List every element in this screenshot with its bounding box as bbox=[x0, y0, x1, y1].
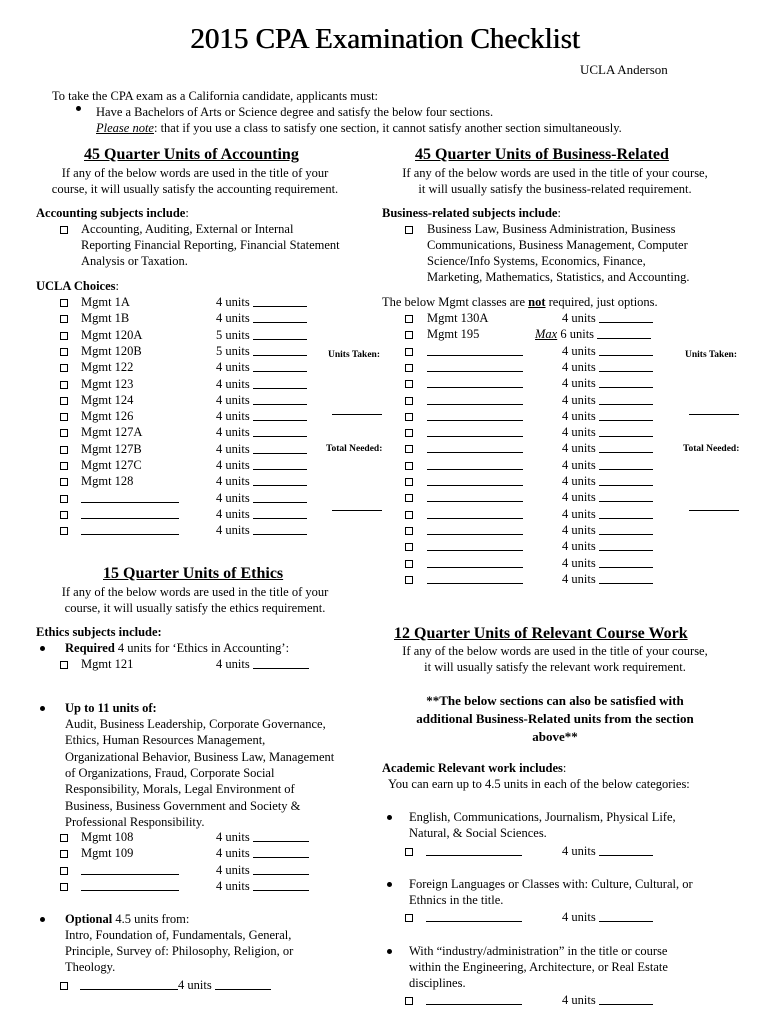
cat3-line-1: With “industry/administration” in the title or course bbox=[409, 944, 668, 958]
accounting-desc-1: If any of the below words are used in the title of your bbox=[61, 166, 329, 180]
checkbox-icon[interactable] bbox=[405, 478, 413, 486]
units-blank[interactable] bbox=[599, 360, 653, 372]
course-blank[interactable] bbox=[426, 844, 522, 856]
business-subject-4: Marketing, Mathematics, Statistics, and Accounting. bbox=[427, 270, 690, 284]
units-blank[interactable] bbox=[599, 572, 653, 584]
course-blank[interactable] bbox=[427, 458, 523, 470]
course-blank[interactable] bbox=[427, 539, 523, 551]
units-blank[interactable] bbox=[599, 311, 653, 323]
cat3-line-3: disciplines. bbox=[409, 976, 466, 990]
course-blank[interactable] bbox=[427, 425, 523, 437]
checkbox-icon[interactable] bbox=[405, 348, 413, 356]
course-blank[interactable] bbox=[427, 441, 523, 453]
business-course-row bbox=[0, 457, 770, 473]
ethics-desc-1: If any of the below words are used in the title of your bbox=[61, 585, 329, 599]
checkbox-icon[interactable] bbox=[60, 299, 68, 307]
course-blank[interactable] bbox=[427, 393, 523, 405]
page-title: 2015 CPA Examination Checklist bbox=[190, 23, 580, 55]
course-units: 4 units bbox=[562, 392, 653, 408]
course-name bbox=[427, 506, 523, 522]
checkbox-icon[interactable] bbox=[60, 883, 68, 891]
course-blank-wrap bbox=[426, 843, 522, 859]
ethics-optional-line-3: Theology. bbox=[65, 960, 116, 974]
mgmt-note: The below Mgmt classes are not required, just options. bbox=[382, 295, 658, 309]
course-name: Mgmt 122 bbox=[81, 360, 134, 375]
business-subject-2: Communications, Business Management, Computer bbox=[427, 238, 688, 252]
business-subject-1: Business Law, Business Administration, Business bbox=[427, 222, 676, 236]
accounting-subject-3: Analysis or Taxation. bbox=[81, 254, 188, 268]
academic-label: Academic Relevant work includes: bbox=[382, 761, 567, 775]
course-blank[interactable] bbox=[427, 360, 523, 372]
business-course-row bbox=[0, 440, 770, 456]
cat3-row bbox=[0, 992, 770, 1008]
business-subject-3: Science/Info Systems, Economics, Finance, bbox=[427, 254, 646, 268]
course-blank[interactable] bbox=[427, 474, 523, 486]
course-blank[interactable] bbox=[427, 376, 523, 388]
checkbox-icon[interactable] bbox=[405, 997, 413, 1005]
course-name: Mgmt 120B bbox=[81, 343, 142, 358]
course-units: 4 units bbox=[562, 408, 653, 424]
checkbox-icon[interactable] bbox=[405, 560, 413, 568]
checkbox-icon[interactable] bbox=[405, 445, 413, 453]
accounting-total-needed: Total Needed: bbox=[326, 444, 383, 454]
units-blank[interactable] bbox=[599, 393, 653, 405]
checkbox-icon[interactable] bbox=[405, 511, 413, 519]
units-blank[interactable] bbox=[599, 409, 653, 421]
course-blank[interactable] bbox=[427, 572, 523, 584]
course-name: Mgmt 1A bbox=[81, 295, 130, 309]
course-name bbox=[427, 343, 523, 359]
ethics-heading: 15 Quarter Units of Ethics bbox=[103, 565, 284, 582]
bullet-icon bbox=[387, 949, 392, 954]
course-name bbox=[427, 473, 523, 489]
relevant-note-3: above** bbox=[532, 729, 578, 744]
intro-note bbox=[96, 120, 622, 136]
course-units: 4 units bbox=[216, 424, 307, 440]
accounting-units-taken: Units Taken: bbox=[328, 350, 381, 360]
ethics-course-row bbox=[0, 862, 340, 878]
cat1-row bbox=[0, 843, 770, 859]
course-name: Mgmt 126 bbox=[81, 409, 134, 424]
cat3-line-2: within the Engineering, Architecture, or Real Estate bbox=[409, 960, 668, 974]
ethics-required: Required 4 units for ‘Ethics in Accounting’: bbox=[65, 641, 290, 655]
course-units: 4 units bbox=[216, 457, 307, 473]
business-units-taken: Units Taken: bbox=[685, 350, 738, 360]
units-blank[interactable] bbox=[253, 657, 309, 669]
business-course-row bbox=[0, 424, 770, 440]
max-label: Max bbox=[535, 327, 558, 342]
course-units: 4 units bbox=[562, 992, 653, 1008]
checkbox-icon[interactable] bbox=[405, 527, 413, 535]
course-units: 4 units bbox=[562, 909, 653, 925]
course-units: 4 units bbox=[216, 392, 307, 408]
ethics-upto-line: Ethics, Human Resources Management, bbox=[65, 733, 266, 748]
ethics-desc-2: course, it will usually satisfy the ethics requirement. bbox=[64, 601, 326, 615]
units-blank[interactable] bbox=[599, 539, 653, 551]
course-name bbox=[81, 878, 179, 894]
ethics-upto-line: of Organizations, Fraud, Corporate Social bbox=[65, 765, 275, 780]
course-units: 4 units bbox=[216, 473, 307, 489]
cat1-line-1: English, Communications, Journalism, Physical Life, bbox=[409, 810, 676, 824]
cat2-line-2: Ethnics in the title. bbox=[409, 893, 504, 907]
academic-desc: You can earn up to 4.5 units in each of the below categories: bbox=[388, 777, 690, 791]
course-name bbox=[427, 571, 523, 587]
checkbox-icon[interactable] bbox=[405, 380, 413, 388]
business-total-needed: Total Needed: bbox=[683, 444, 740, 454]
course-name bbox=[427, 424, 523, 440]
cat2-line-1: Foreign Languages or Classes with: Culture, Cultural, or bbox=[409, 877, 693, 891]
course-name: Mgmt 127C bbox=[81, 458, 142, 472]
units-blank[interactable] bbox=[599, 441, 653, 453]
course-name bbox=[81, 862, 179, 878]
course-blank[interactable] bbox=[81, 879, 179, 891]
ethics-subjects-label: Ethics subjects include: bbox=[36, 625, 162, 639]
checkbox-icon[interactable] bbox=[405, 315, 413, 323]
course-blank[interactable] bbox=[427, 507, 523, 519]
business-desc-1: If any of the below words are used in the title of your course, bbox=[402, 166, 708, 180]
course-units: 4 units bbox=[562, 310, 653, 326]
ucla-choices-label: UCLA Choices: bbox=[36, 279, 120, 293]
relevant-desc-1: If any of the below words are used in the title of your course, bbox=[402, 644, 708, 658]
course-units: 4 units bbox=[216, 829, 309, 845]
course-units: 4 units bbox=[216, 441, 307, 457]
business-desc-2: it will usually satisfy the business-related requirement. bbox=[418, 182, 692, 196]
units-blank[interactable] bbox=[253, 830, 309, 842]
course-name: Mgmt 128 bbox=[81, 474, 134, 489]
note-label: Please note bbox=[96, 121, 154, 135]
ethics-course-row bbox=[0, 878, 340, 894]
units-blank[interactable] bbox=[599, 556, 653, 568]
ethics-upto-line: Business, Business Government and Society & bbox=[65, 798, 301, 813]
checkbox-icon[interactable] bbox=[405, 576, 413, 584]
course-name bbox=[427, 392, 523, 408]
course-blank[interactable] bbox=[427, 344, 523, 356]
ethics-upto-label: Up to 11 units of: bbox=[65, 701, 157, 715]
accounting-desc-2: course, it will usually satisfy the accounting requirement. bbox=[51, 182, 339, 196]
accounting-heading: 45 Quarter Units of Accounting bbox=[84, 146, 299, 163]
course-units: 4 units bbox=[216, 310, 307, 326]
course-units: 4 units bbox=[216, 522, 307, 538]
ethics-optional-line-2: Principle, Survey of: Philosophy, Religion, or bbox=[65, 944, 294, 958]
course-units: 4 units bbox=[216, 490, 307, 506]
course-units: 4 units bbox=[562, 359, 653, 375]
subtitle: UCLA Anderson bbox=[580, 62, 668, 77]
checkbox-icon[interactable] bbox=[405, 429, 413, 437]
course-name bbox=[427, 489, 523, 505]
course-name bbox=[427, 440, 523, 456]
checkbox-icon[interactable] bbox=[405, 331, 413, 339]
ethics-upto-line: Audit, Business Leadership, Corporate Governance, bbox=[65, 717, 326, 731]
course-units: 4 units bbox=[216, 656, 309, 672]
units-blank[interactable] bbox=[599, 507, 653, 519]
accounting-subject-2: Reporting Financial Reporting, Financial Statement bbox=[81, 238, 340, 252]
course-units: 4 units bbox=[216, 376, 307, 392]
checkbox-icon[interactable] bbox=[60, 661, 68, 669]
relevant-note-1: **The below sections can also be satisfied with bbox=[426, 693, 684, 708]
intro-line: To take the CPA exam as a California candidate, applicants must: bbox=[52, 89, 379, 103]
course-name: Mgmt 127B bbox=[81, 441, 142, 456]
units-blank[interactable] bbox=[599, 376, 653, 388]
relevant-note-2: additional Business-Related units from the section bbox=[416, 711, 694, 726]
course-units: 4 units bbox=[562, 457, 653, 473]
course-name bbox=[427, 457, 523, 473]
business-course-row bbox=[0, 506, 770, 522]
course-name: Mgmt 120A bbox=[81, 327, 143, 342]
bullet-icon bbox=[40, 706, 45, 711]
business-course-row bbox=[0, 489, 770, 505]
business-course-row bbox=[0, 392, 770, 408]
units-taken-blank[interactable] bbox=[689, 414, 739, 415]
bullet-icon bbox=[387, 815, 392, 820]
course-name bbox=[427, 408, 523, 424]
business-course-row bbox=[0, 522, 770, 538]
course-units: 4 units bbox=[562, 473, 653, 489]
course-blank-wrap bbox=[426, 909, 522, 925]
course-name: Mgmt 121 bbox=[81, 657, 134, 671]
relevant-desc-2: it will usually satisfy the relevant work requirement. bbox=[424, 660, 686, 674]
business-course-row bbox=[0, 310, 770, 326]
note-text: : that if you use a class to satisfy one section, it cannot satisfy another section simultaneously. bbox=[153, 121, 622, 135]
course-units: 4 units bbox=[216, 845, 309, 861]
units-blank[interactable] bbox=[253, 863, 309, 875]
course-name: Mgmt 127A bbox=[81, 425, 143, 440]
accounting-course-row bbox=[0, 294, 340, 310]
course-units: 4 units bbox=[216, 359, 307, 375]
units-blank[interactable] bbox=[599, 425, 653, 437]
course-blank[interactable] bbox=[80, 978, 178, 990]
course-units: 4 units bbox=[216, 408, 307, 424]
business-course-row bbox=[0, 359, 770, 375]
course-units: 5 units bbox=[216, 343, 307, 359]
business-course-row bbox=[0, 326, 770, 342]
ethics-upto-line: Professional Responsibility. bbox=[65, 814, 205, 829]
checkbox-icon[interactable] bbox=[405, 543, 413, 551]
units-blank[interactable] bbox=[599, 844, 653, 856]
business-course-row bbox=[0, 473, 770, 489]
bullet-icon bbox=[387, 882, 392, 887]
checkbox-icon[interactable] bbox=[60, 982, 68, 990]
course-name: Mgmt 108 bbox=[81, 830, 134, 844]
cat2-row bbox=[0, 909, 770, 925]
course-units: 4 units bbox=[562, 522, 653, 538]
course-units: 4 units bbox=[562, 571, 653, 587]
course-name bbox=[427, 538, 523, 554]
business-course-row bbox=[0, 375, 770, 391]
accounting-subject-1: Accounting, Auditing, External or Internal bbox=[81, 222, 294, 236]
ethics-optional-line-1: Intro, Foundation of, Fundamentals, General, bbox=[65, 928, 292, 942]
units-blank[interactable] bbox=[599, 490, 653, 502]
checkbox-icon[interactable] bbox=[405, 364, 413, 372]
units-blank[interactable] bbox=[253, 295, 307, 307]
bullet-icon bbox=[76, 106, 81, 111]
checkbox-icon[interactable] bbox=[60, 834, 68, 842]
business-course-row bbox=[0, 408, 770, 424]
checkbox-icon[interactable] bbox=[405, 397, 413, 405]
optional-course: 4 units bbox=[80, 977, 271, 993]
course-units: 4 units bbox=[216, 862, 309, 878]
course-units: 4 units bbox=[562, 424, 653, 440]
ethics-mgmt-121-row bbox=[0, 656, 380, 672]
units-blank[interactable] bbox=[215, 978, 271, 990]
checkbox-icon[interactable] bbox=[405, 848, 413, 856]
course-units: 4 units bbox=[562, 555, 653, 571]
course-name: Mgmt 109 bbox=[81, 846, 134, 861]
course-name bbox=[427, 359, 523, 375]
checkbox-icon[interactable] bbox=[405, 413, 413, 421]
course-units: 4 units bbox=[562, 375, 653, 391]
course-units: 4 units bbox=[562, 538, 653, 554]
business-heading: 45 Quarter Units of Business-Related bbox=[415, 146, 669, 163]
course-name: Mgmt 124 bbox=[81, 392, 134, 407]
course-units: 4 units bbox=[562, 489, 653, 505]
total-needed-blank[interactable] bbox=[689, 510, 739, 511]
checkbox-icon[interactable] bbox=[405, 226, 413, 234]
course-units: 4 units bbox=[562, 343, 653, 359]
intro-bullet: Have a Bachelors of Arts or Science degree and satisfy the below four sections. bbox=[96, 105, 494, 119]
units-blank[interactable] bbox=[599, 523, 653, 535]
course-blank[interactable] bbox=[426, 993, 522, 1005]
business-subjects-label: Business-related subjects include: bbox=[382, 206, 561, 220]
ethics-optional-row bbox=[0, 977, 380, 993]
units-blank[interactable] bbox=[599, 474, 653, 486]
checkbox-icon[interactable] bbox=[405, 462, 413, 470]
cat1-line-2: Natural, & Social Sciences. bbox=[409, 826, 547, 840]
ethics-upto-line: Organizational Behavior, Business Law, Management bbox=[65, 749, 335, 764]
course-blank[interactable] bbox=[427, 490, 523, 502]
checkbox-icon[interactable] bbox=[405, 914, 413, 922]
units-blank[interactable] bbox=[597, 327, 651, 339]
business-course-row bbox=[0, 343, 770, 359]
course-units: 4 units bbox=[562, 843, 653, 859]
course-blank-wrap bbox=[426, 992, 522, 1008]
business-course-row bbox=[0, 538, 770, 554]
relevant-heading: 12 Quarter Units of Relevant Course Work bbox=[394, 625, 688, 642]
course-units: 5 units bbox=[216, 327, 307, 343]
ethics-upto-line: Responsibility, Morals, Legal Environment of bbox=[65, 782, 295, 797]
course-units: 4 units bbox=[562, 506, 653, 522]
course-units: 4 units bbox=[216, 506, 307, 522]
ethics-optional: Optional 4.5 units from: bbox=[65, 912, 190, 926]
course-name: Mgmt 195 bbox=[427, 327, 480, 342]
course-blank[interactable] bbox=[427, 523, 523, 535]
checkbox-icon[interactable] bbox=[60, 867, 68, 875]
units-blank[interactable] bbox=[599, 458, 653, 470]
course-blank[interactable] bbox=[81, 863, 179, 875]
units-blank[interactable] bbox=[599, 344, 653, 356]
bullet-icon bbox=[40, 646, 45, 651]
course-name: Mgmt 130A bbox=[427, 311, 489, 325]
course-units: Max 6 units bbox=[535, 326, 651, 342]
course-name: Mgmt 123 bbox=[81, 376, 134, 391]
course-name bbox=[427, 375, 523, 391]
course-name: Mgmt 1B bbox=[81, 311, 130, 326]
accounting-subjects-label: Accounting subjects include: bbox=[36, 206, 189, 220]
checkbox-icon[interactable] bbox=[60, 226, 68, 234]
units-blank[interactable] bbox=[253, 879, 309, 891]
checkbox-icon[interactable] bbox=[405, 494, 413, 502]
course-name bbox=[427, 555, 523, 571]
course-blank[interactable] bbox=[427, 556, 523, 568]
units-blank[interactable] bbox=[599, 993, 653, 1005]
course-name bbox=[427, 522, 523, 538]
course-blank[interactable] bbox=[426, 910, 522, 922]
course-units: 4 units bbox=[216, 294, 307, 310]
course-units: 4 units bbox=[216, 878, 309, 894]
course-blank[interactable] bbox=[427, 409, 523, 421]
course-units: 4 units bbox=[562, 440, 653, 456]
units-blank[interactable] bbox=[599, 910, 653, 922]
